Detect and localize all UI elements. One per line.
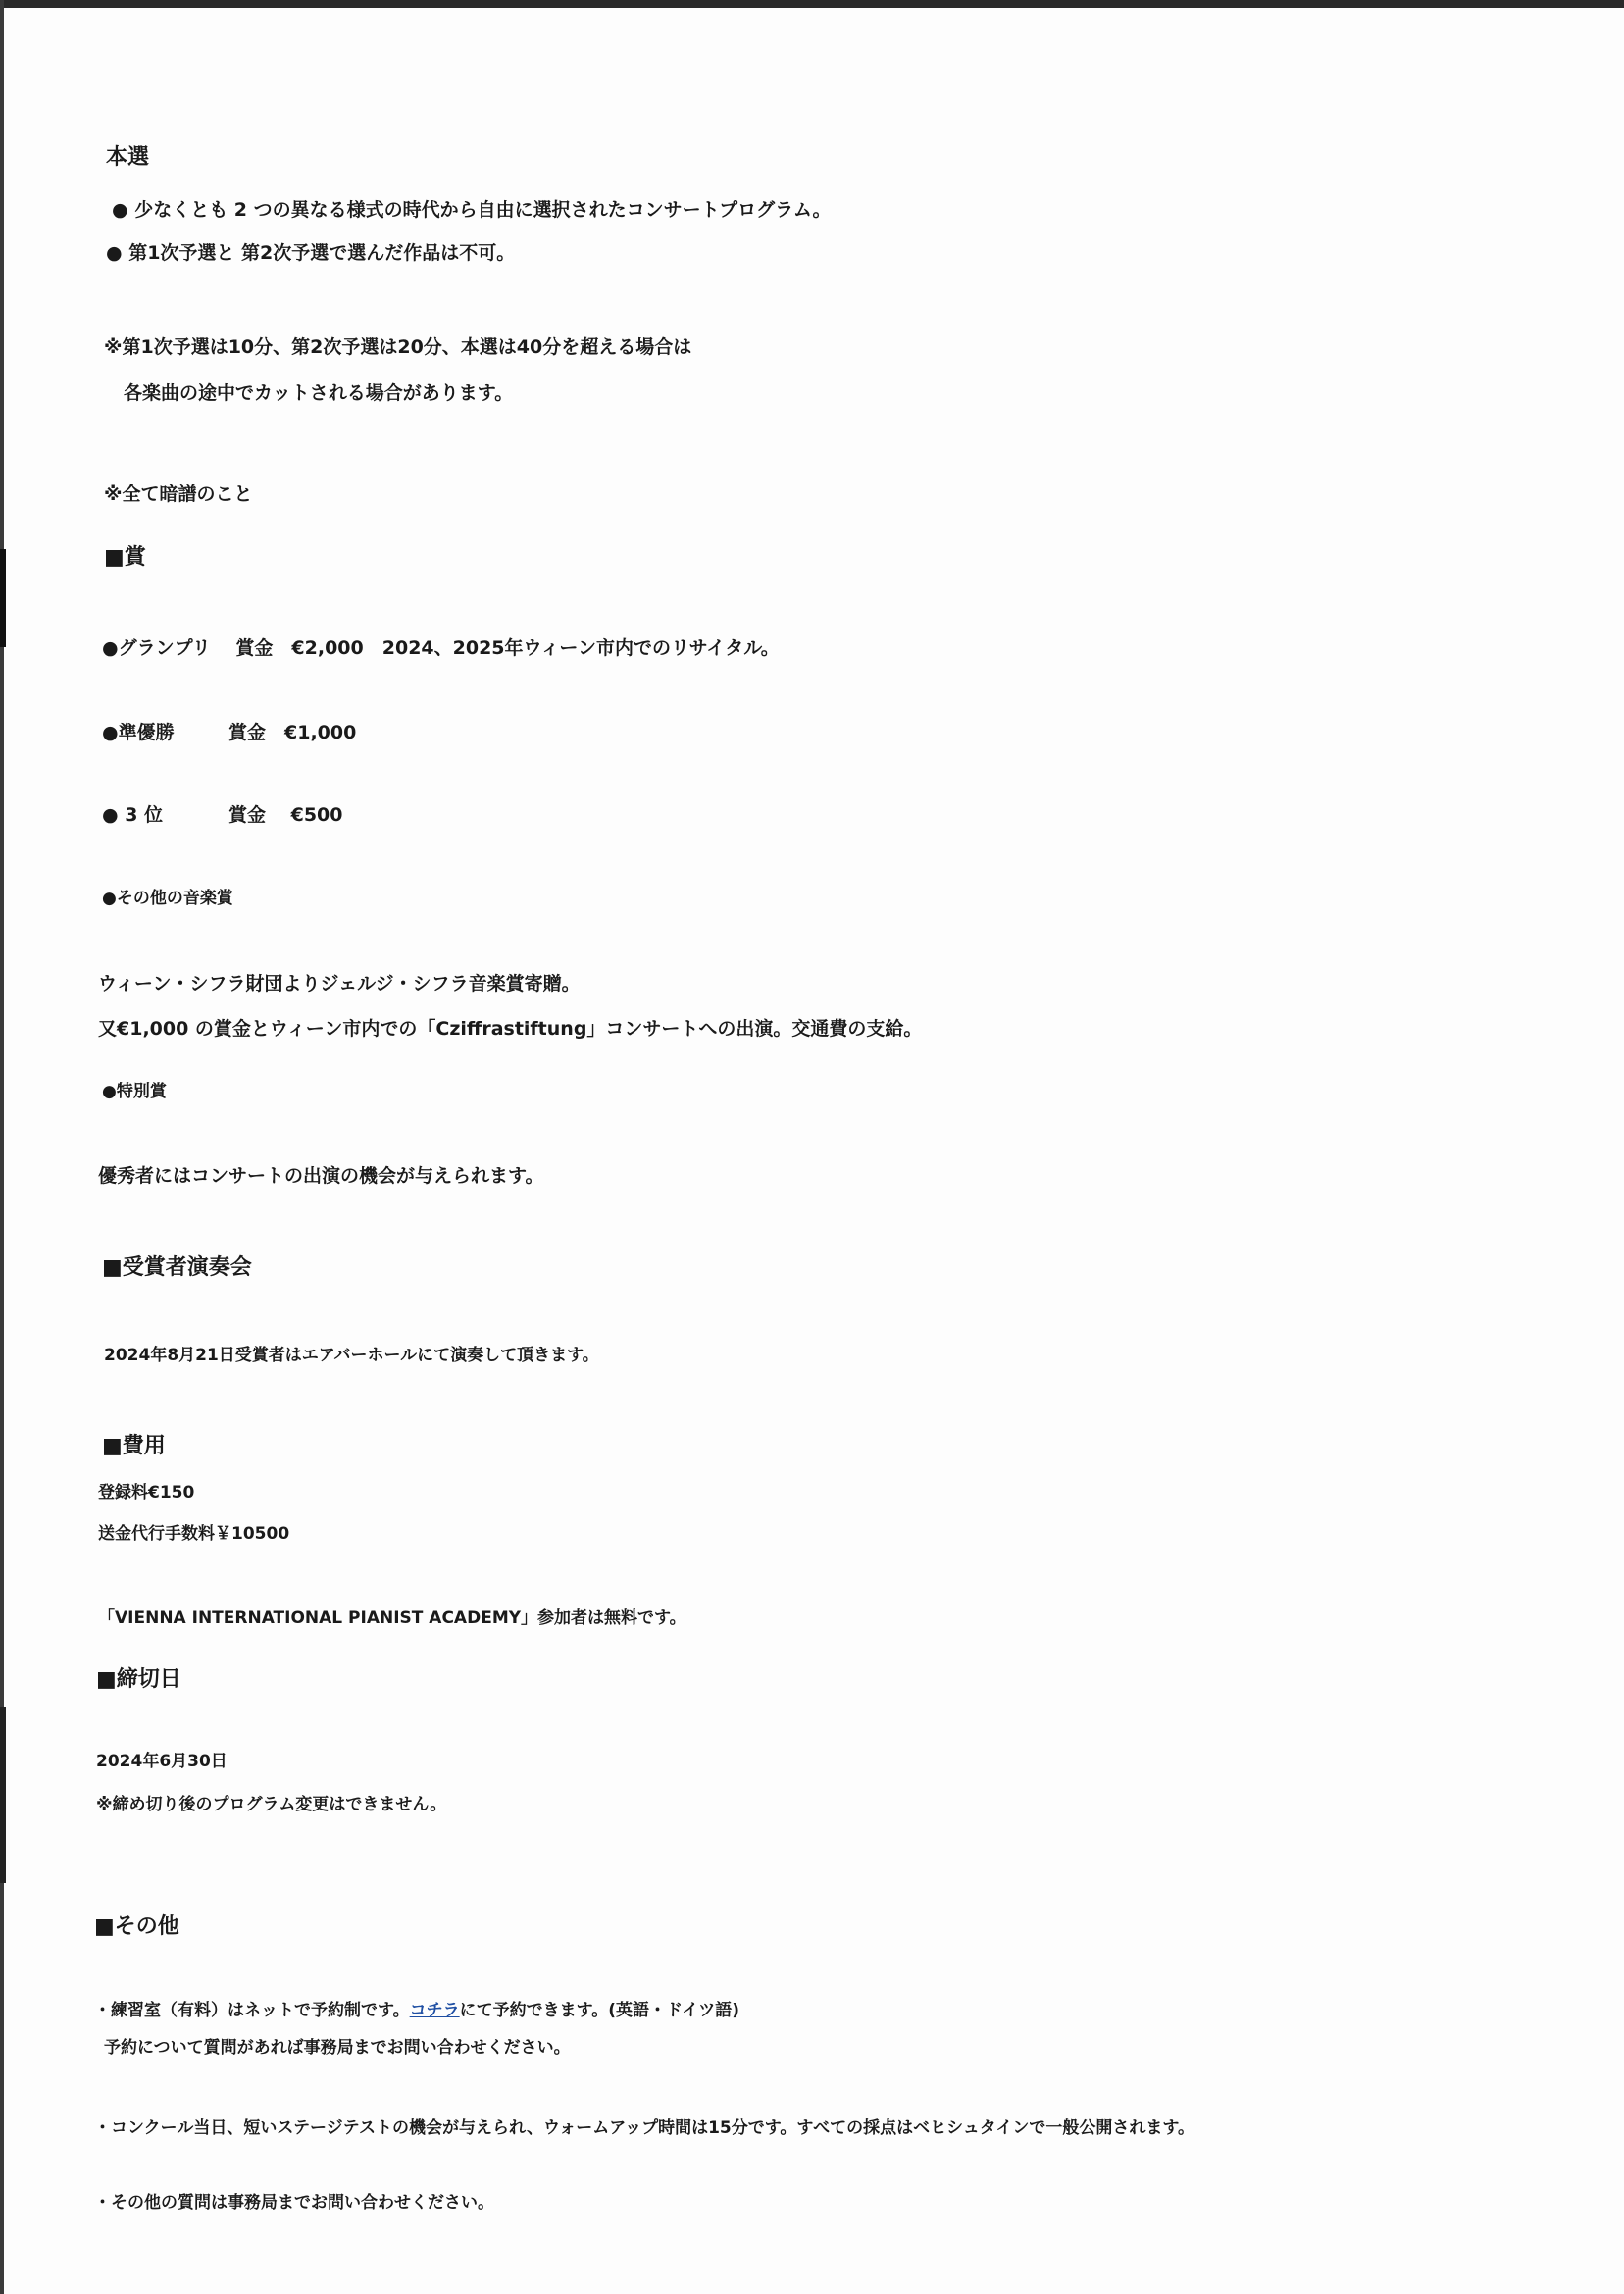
prize-third-amount: 賞金 €500 <box>228 804 343 826</box>
deadline-heading: ■締切日 <box>96 1667 181 1692</box>
prize-other-text: ウィーン・シフラ財団よりジェルジ・シフラ音楽賞寄贈。 <box>98 973 581 994</box>
other-heading: ■その他 <box>94 1914 179 1939</box>
scan-shadow-mark <box>0 549 6 647</box>
prize-special-heading: ●特別賞 <box>102 1082 167 1101</box>
prize-grand-prix: ●グランプリ 賞金 €2,000 2024、2025年ウィーン市内でのリサイタル。 <box>102 637 780 659</box>
prizes-heading: ■賞 <box>104 545 146 570</box>
time-limit-note: ※第1次予選は10分、第2次予選は20分、本選は40分を超える場合は <box>104 336 692 358</box>
main-selection-bullet: ● 少なくとも 2 つの異なる様式の時代から自由に選択されたコンサートプログラム。 <box>112 199 832 221</box>
prize-second-label: ●準優勝 <box>102 722 175 743</box>
practice-room-line2: 予約について質問があれば事務局までお問い合わせください。 <box>104 2038 571 2058</box>
fees-heading: ■費用 <box>102 1434 166 1458</box>
prize-other-heading: ●その他の音楽賞 <box>102 889 233 908</box>
scan-shadow-mark <box>0 1707 6 1883</box>
practice-room-link[interactable]: コチラ <box>409 2001 460 2020</box>
deadline-note: ※締め切り後のプログラム変更はできません。 <box>96 1795 447 1814</box>
prize-special-text: 優秀者にはコンサートの出演の機会が与えられます。 <box>98 1165 544 1187</box>
practice-room-suffix: にて予約できます。(英語・ドイツ語) <box>459 2001 739 2020</box>
fee-registration: 登録料€150 <box>98 1483 195 1503</box>
time-limit-note: 各楽曲の途中でカットされる場合があります。 <box>124 382 514 404</box>
practice-room-prefix: ・練習室（有料）はネットで予約制です。 <box>94 2001 410 2020</box>
practice-room-line <box>94 2001 739 2020</box>
winners-concert-text: 2024年8月21日受賞者はエアバーホールにて演奏して頂きます。 <box>104 1346 599 1365</box>
scan-border-top <box>0 0 1624 8</box>
prize-third-label: ● 3 位 <box>102 804 164 826</box>
questions-note: ・その他の質問は事務局までお問い合わせください。 <box>94 2193 494 2213</box>
main-selection-bullet: ● 第1次予選と 第2次予選で選んだ作品は不可。 <box>106 242 516 264</box>
fee-academy-note: 「VIENNA INTERNATIONAL PIANIST ACADEMY」参加者は無料です。 <box>98 1608 686 1628</box>
stage-test-note: ・コンクール当日、短いステージテストの機会が与えられ、ウォームアップ時間は15分です。すべての採点はベヒシュタインで一般公開されます。 <box>94 2118 1195 2138</box>
main-selection-heading: 本選 <box>106 145 150 170</box>
prize-second-amount: 賞金 €1,000 <box>228 722 357 743</box>
fee-transfer: 送金代行手数料￥10500 <box>98 1524 290 1544</box>
prize-other-text: 又€1,000 の賞金とウィーン市内での「Cziffrastiftung」コンサートへの出演。交通費の支給。 <box>98 1018 923 1040</box>
winners-concert-heading: ■受賞者演奏会 <box>102 1255 252 1280</box>
deadline-date: 2024年6月30日 <box>96 1752 228 1771</box>
scan-border-left <box>0 0 4 2294</box>
memory-note: ※全て暗譜のこと <box>104 484 253 505</box>
